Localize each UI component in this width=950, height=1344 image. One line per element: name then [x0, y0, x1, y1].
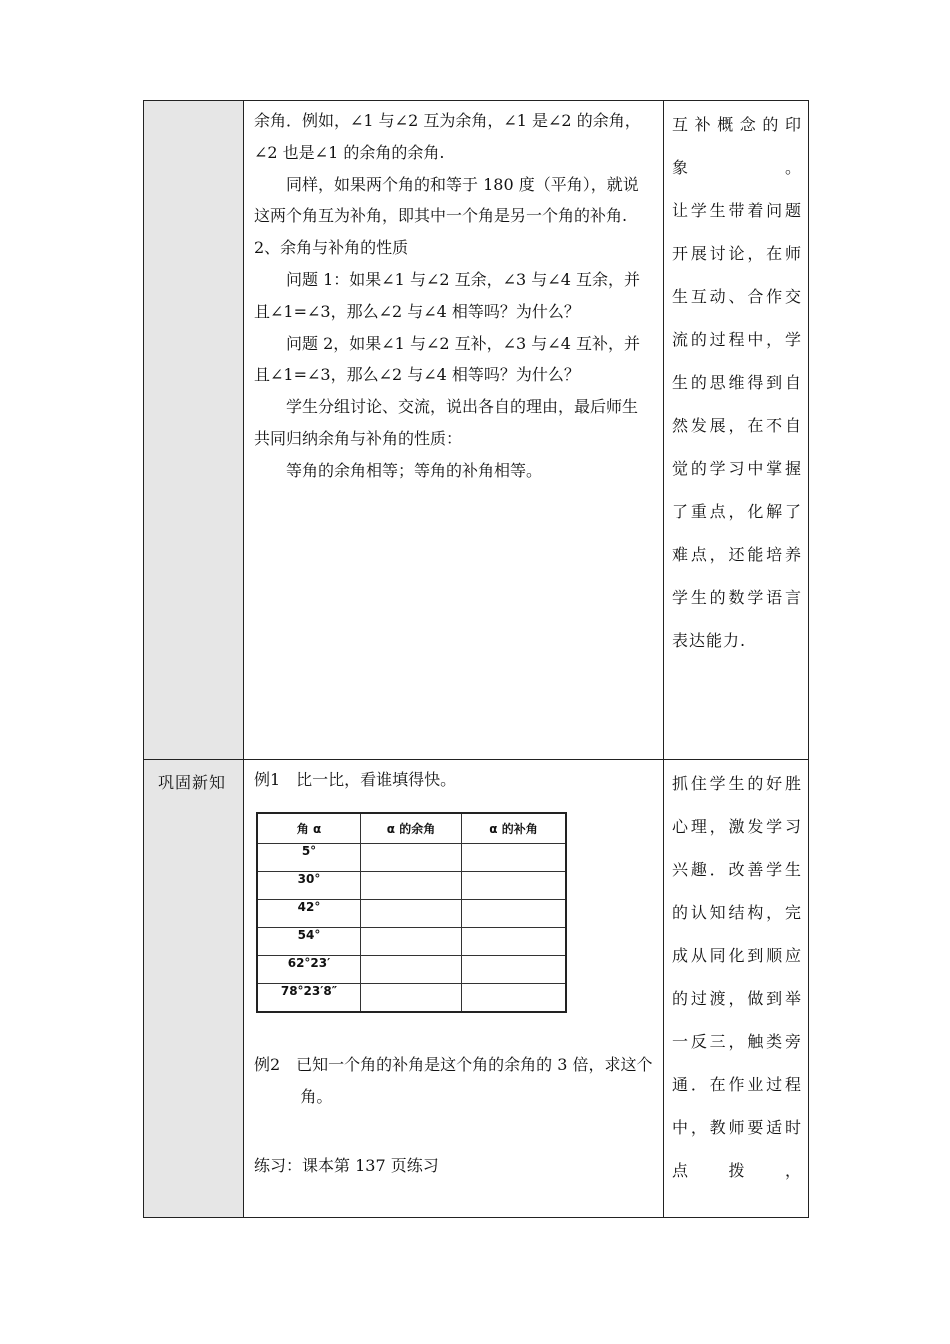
notes-cell [664, 760, 809, 1218]
paragraph: 问题 2，如果∠1 与∠2 互补，∠3 与∠4 互补，并且∠1=∠3，那么∠2 与∠4 相等吗？为什么？ [254, 333, 640, 385]
notes-cell [664, 101, 809, 760]
stage-cell [144, 760, 244, 1218]
angle-cell: 42° [257, 899, 361, 927]
table-row [144, 760, 809, 1218]
blank-cell[interactable] [462, 983, 567, 1012]
blank-cell[interactable] [462, 871, 567, 899]
content-cell [244, 101, 664, 760]
blank-cell[interactable] [361, 843, 462, 871]
table-row [257, 983, 566, 1012]
stage-label: 巩固新知 [158, 773, 227, 792]
table-row [257, 871, 566, 899]
lesson-plan-table [143, 100, 809, 1218]
angle-cell: 62°23′ [257, 955, 361, 983]
blank-cell[interactable] [462, 927, 567, 955]
content-cell [244, 760, 664, 1218]
paragraph: 问题 1：如果∠1 与∠2 互余，∠3 与∠4 互余，并且∠1=∠3，那么∠2 与∠4 相等吗？为什么？ [254, 269, 640, 321]
blank-cell[interactable] [361, 899, 462, 927]
table-row [257, 927, 566, 955]
stage-cell-empty [144, 101, 244, 760]
blank-cell[interactable] [462, 955, 567, 983]
table-row [257, 899, 566, 927]
angle-cell: 78°23′8″ [257, 983, 361, 1012]
angle-table [256, 812, 567, 1013]
section-heading: 2、余角与补角的性质 [254, 238, 409, 258]
column-header: α 的补角 [462, 813, 567, 844]
table-row [257, 843, 566, 871]
blank-cell[interactable] [462, 899, 567, 927]
note-text: 流的过程中，学生的思维得到自然发展，在不自觉的学习中掌握了重点，化解了难点，还能培养学生的数学语言表达能力. [672, 330, 802, 650]
practice-text: 练习：课本第 137 页练习 [254, 1156, 439, 1176]
blank-cell[interactable] [361, 955, 462, 983]
blank-cell[interactable] [462, 843, 567, 871]
paragraph: 余角．例如，∠1 与∠2 互为余角，∠1 是∠2 的余角，∠2 也是∠1 的余角的余角. [254, 111, 641, 162]
note-text: 让学生带着问题开展讨论，在师生互动、合作交 [672, 201, 802, 306]
blank-cell[interactable] [361, 983, 462, 1012]
blank-cell[interactable] [361, 927, 462, 955]
angle-cell: 54° [257, 927, 361, 955]
note-text: 抓住学生的好胜心理，激发学习兴趣．改善学生的认知结构，完成从同化到顺应的过渡，做到举一反三，触类旁通．在作业过程中，教师要适时点拨， [672, 774, 802, 1180]
paragraph: 同样，如果两个角的和等于 180 度（平角），就说这两个角互为补角，即其中一个角是另一个角的补角. [254, 174, 639, 226]
column-header: 角 α [257, 813, 361, 844]
example-1: 例1 比一比，看谁填得快。 [254, 770, 457, 789]
table-row [144, 101, 809, 760]
table-header-row [257, 813, 566, 844]
column-header: α 的余角 [361, 813, 462, 844]
angle-cell: 5° [257, 843, 361, 871]
table-row [257, 955, 566, 983]
blank-cell[interactable] [361, 871, 462, 899]
example-2: 例2 已知一个角的补角是这个角的余角的 3 倍，求这个角。 [254, 1054, 653, 1106]
paragraph: 学生分组讨论、交流，说出各自的理由，最后师生共同归纳余角与补角的性质： [254, 397, 639, 448]
paragraph: 等角的余角相等；等角的补角相等。 [286, 460, 543, 480]
angle-cell: 30° [257, 871, 361, 899]
note-text: 互补概念的印象。 [672, 115, 802, 177]
